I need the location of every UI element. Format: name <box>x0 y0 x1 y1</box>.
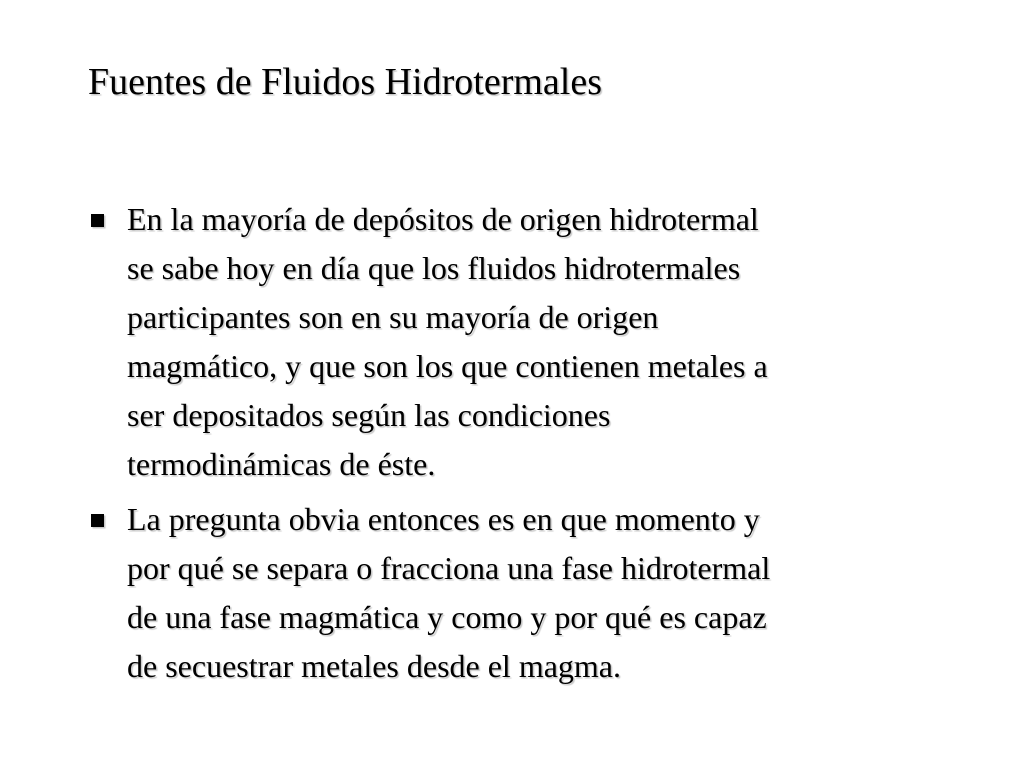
bullet-line: En la mayoría de depósitos de origen hidrotermal <box>127 201 759 237</box>
bullet-item <box>88 495 948 691</box>
bullet-line: La pregunta obvia entonces es en que momento y <box>127 501 760 537</box>
bullet-list <box>88 195 948 697</box>
bullet-line: magmático, y que son los que contienen metales a <box>127 348 768 384</box>
bullet-item <box>88 195 948 489</box>
bullet-line: termodinámicas de éste. <box>127 446 436 482</box>
bullet-line: ser depositados según las condiciones <box>127 397 611 433</box>
square-bullet-icon <box>91 214 104 227</box>
square-bullet-icon <box>91 514 104 527</box>
bullet-line: por qué se separa o fracciona una fase hidrotermal <box>127 550 771 586</box>
bullet-line: de una fase magmática y como y por qué es capaz <box>127 599 767 635</box>
slide-title: Fuentes de Fluidos Hidrotermales <box>88 61 602 103</box>
bullet-line: se sabe hoy en día que los fluidos hidrotermales <box>127 250 741 286</box>
bullet-line: de secuestrar metales desde el magma. <box>127 648 621 684</box>
bullet-line: participantes son en su mayoría de origen <box>127 299 659 335</box>
